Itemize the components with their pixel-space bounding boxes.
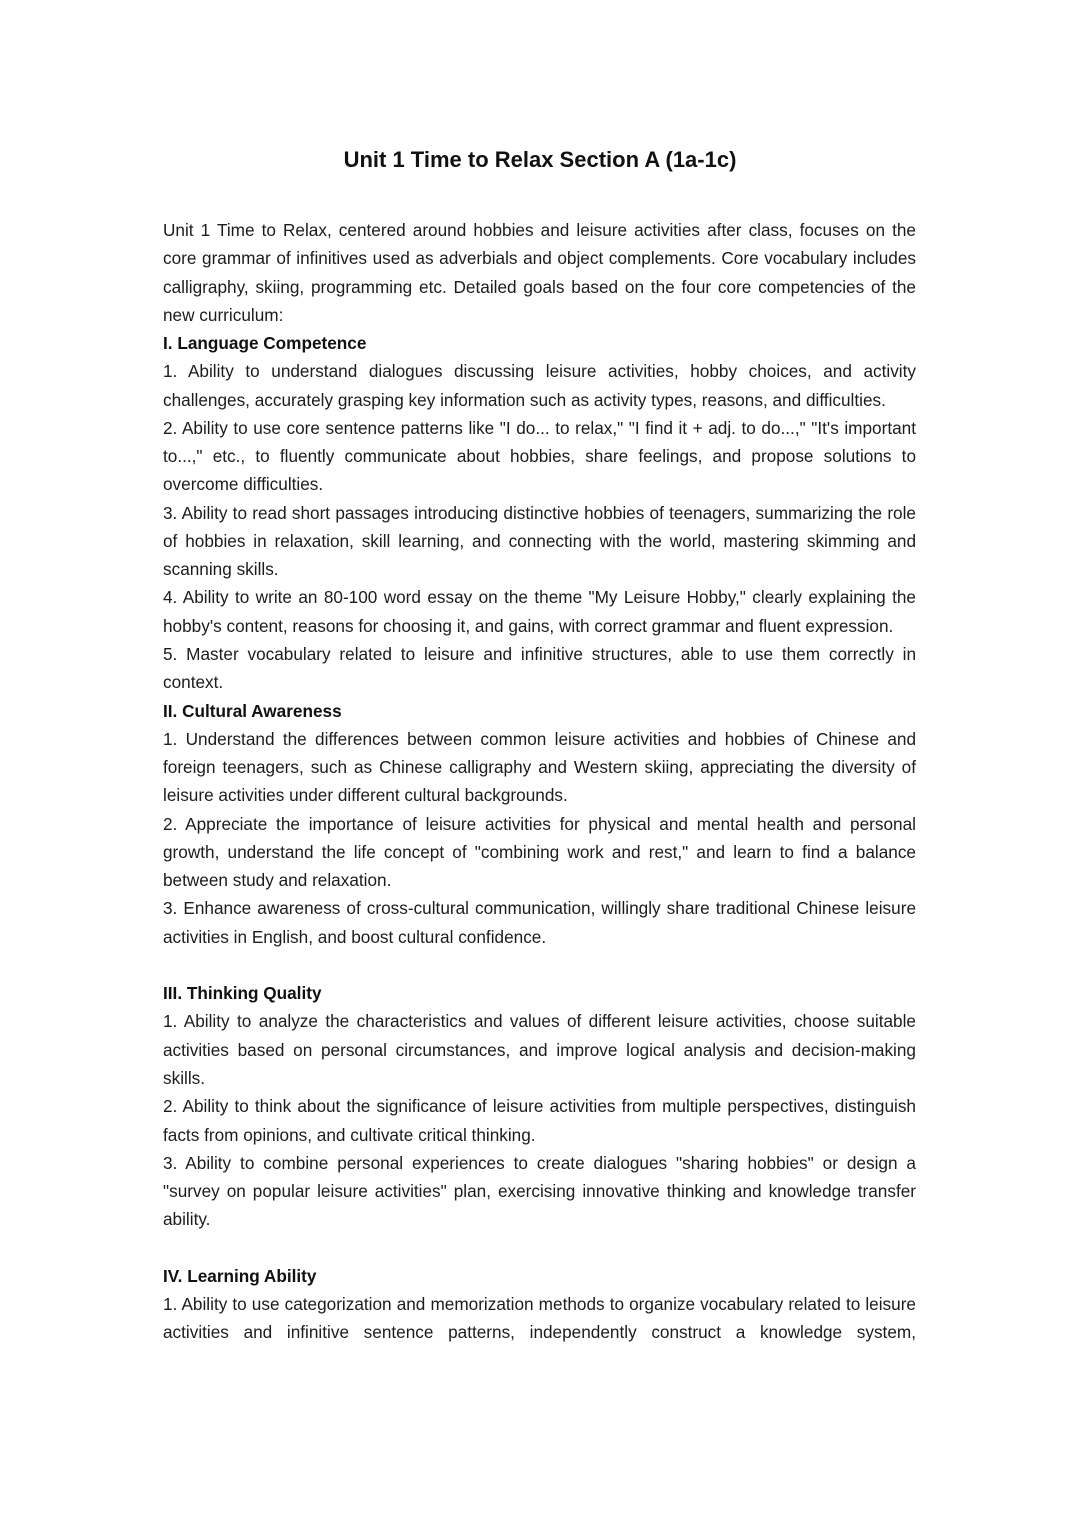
goal-item: 3. Ability to combine personal experiences to create dialogues "sharing hobbies" or design a "survey on popular leisure activities" plan, exercising innovative thinking and knowledge transfer ability. xyxy=(163,1152,916,1230)
goal-item: 1. Understand the differences between common leisure activities and hobbies of Chinese and foreign teenagers, such as Chinese calligraphy and Western skiing, appreciating the diversity of leisure activities under different cultural backgrounds. xyxy=(163,728,916,806)
goal-item: 3. Ability to read short passages introducing distinctive hobbies of teenagers, summarizing the role of hobbies in relaxation, skill learning, and connecting with the world, mastering skimming and scanning skills. xyxy=(163,502,916,580)
section-language-competence xyxy=(163,329,916,696)
section-cultural-awareness xyxy=(163,697,916,951)
goal-item: 2. Ability to use core sentence patterns like "I do... to relax," "I find it + adj. to do...," "It's important to...," etc., to fluently communicate about hobbies, share feelings, and propose solutions to overcome difficulties. xyxy=(163,417,916,495)
section-heading-thinking-quality: III. Thinking Quality xyxy=(163,983,322,1004)
section-thinking-quality xyxy=(163,979,916,1233)
intro-paragraph: Unit 1 Time to Relax, centered around hobbies and leisure activities after class, focuses on the core grammar of infinitives used as adverbials and object complements. Core vocabulary includes calligraphy, skiing, programming etc. Detailed goals based on the four core competencies of the new curriculum: xyxy=(163,220,916,325)
goal-item: 4. Ability to write an 80-100 word essay on the theme "My Leisure Hobby," clearly explaining the hobby's content, reasons for choosing it, and gains, with correct grammar and fluent expression. xyxy=(163,587,916,636)
goal-item: 2. Ability to think about the significance of leisure activities from multiple perspectives, distinguish facts from opinions, and cultivate critical thinking. xyxy=(163,1096,916,1145)
section-heading-cultural-awareness: II. Cultural Awareness xyxy=(163,700,342,721)
section-heading-learning-ability: IV. Learning Ability xyxy=(163,1265,317,1286)
section-learning-ability xyxy=(163,1262,916,1347)
document-body xyxy=(163,216,916,1347)
document-title: Unit 1 Time to Relax Section A (1a-1c) xyxy=(343,147,737,172)
goal-item: 1. Ability to analyze the characteristics and values of different leisure activities, choose suitable activities based on personal circumstances, and improve logical analysis and decision-making skills. xyxy=(163,1011,916,1088)
intro-section xyxy=(163,216,916,329)
goal-item: 2. Appreciate the importance of leisure activities for physical and mental health and personal growth, understand the life concept of "combining work and rest," and learn to find a balance between study and relaxation. xyxy=(163,813,916,891)
goal-item: 1. Ability to use categorization and memorization methods to organize vocabulary related to leisure activities and infinitive sentence patterns, independently construct a knowledge system, xyxy=(163,1294,916,1343)
goal-item: 1. Ability to understand dialogues discussing leisure activities, hobby choices, and activity challenges, accurately grasping key information such as activity types, reasons, and difficulties. xyxy=(163,361,916,410)
section-heading-language-competence: I. Language Competence xyxy=(163,333,367,354)
goal-item: 5. Master vocabulary related to leisure and infinitive structures, able to use them correctly in context. xyxy=(163,643,916,693)
goal-item: 3. Enhance awareness of cross-cultural communication, willingly share traditional Chinese leisure activities in English, and boost cultural confidence. xyxy=(163,898,916,947)
